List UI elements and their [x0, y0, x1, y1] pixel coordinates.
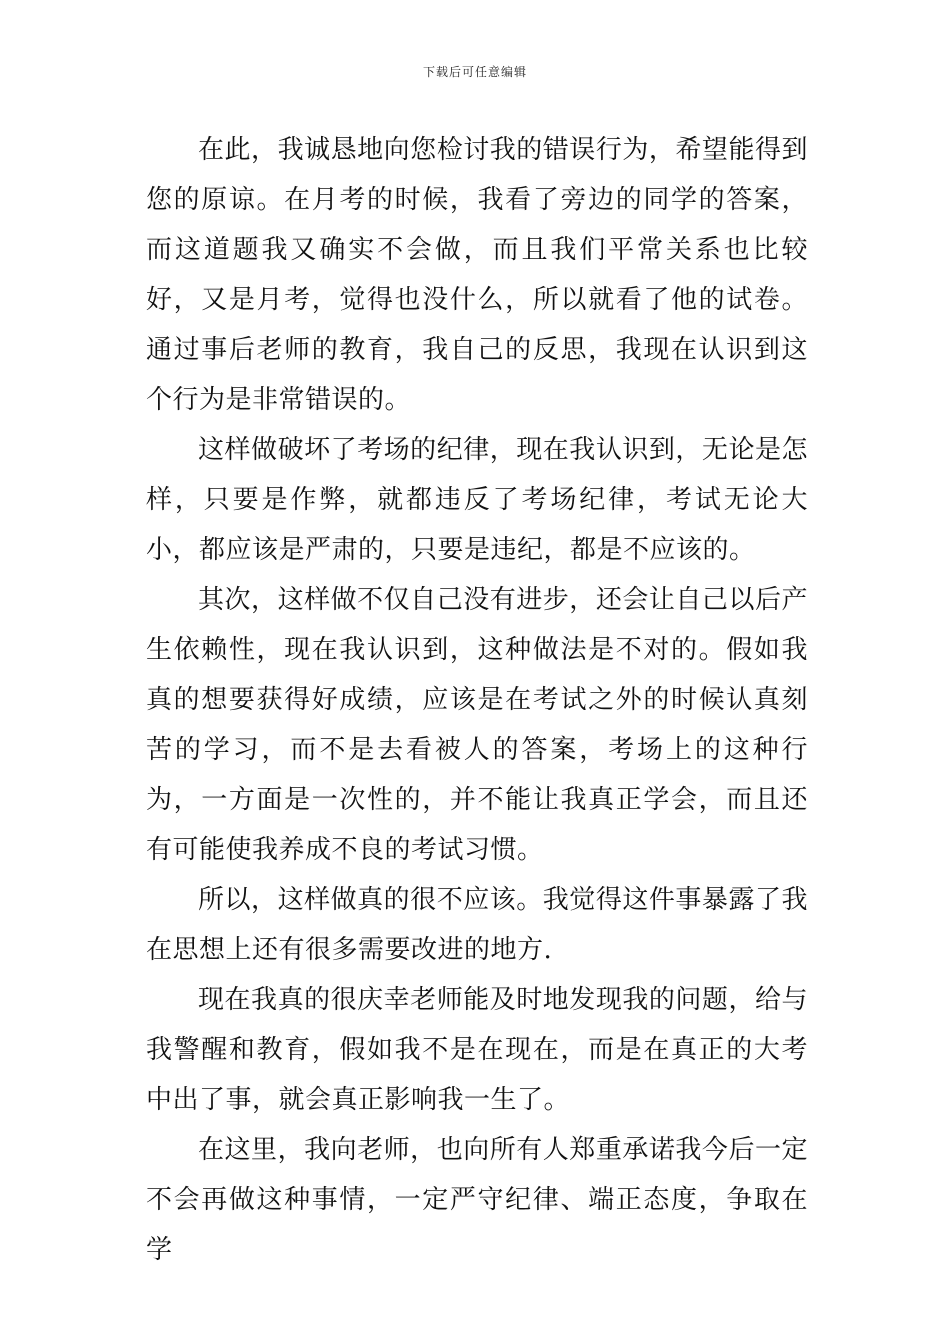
paragraph-4: 所以，这样做真的很不应该。我觉得这件事暴露了我在思想上还有很多需要改进的地方. — [146, 885, 808, 965]
paragraph-3: 其次，这样做不仅自己没有进步，还会让自己以后产生依赖性，现在我认识到，这种做法是不对的。假如我真的想要获得好成绩，应该是在考试之外的时候认真刻苦的学习，而不是去看被人的答案，考场上的这种行为，一方面是一次性的，并不能让我真正学会，而且还有可能使我养成不良的考试习惯。 — [146, 585, 808, 865]
paragraph-5: 现在我真的很庆幸老师能及时地发现我的问题，给与我警醒和教育，假如我不是在现在，而是在真正的大考中出了事，就会真正影响我一生了。 — [146, 985, 808, 1115]
paragraph-2: 这样做破坏了考场的纪律，现在我认识到，无论是怎样，只要是作弊，就都违反了考场纪律，考试无论大小，都应该是严肃的，只要是违纪，都是不应该的。 — [146, 435, 808, 565]
paragraph-6: 在这里，我向老师，也向所有人郑重承诺我今后一定不会再做这种事情，一定严守纪律、端正态度，争取在学 — [146, 1135, 808, 1265]
page-header: 下载后可任意编辑 — [422, 65, 527, 79]
paragraph-1: 在此，我诚恳地向您检讨我的错误行为，希望能得到您的原谅。在月考的时候，我看了旁边的同学的答案，而这道题我又确实不会做，而且我们平常关系也比较好，又是月考，觉得也没什么，所以就看了他的试卷。通过事后老师的教育，我自己的反思，我现在认识到这个行为是非常错误的。 — [146, 135, 808, 415]
document-body — [146, 125, 808, 1275]
